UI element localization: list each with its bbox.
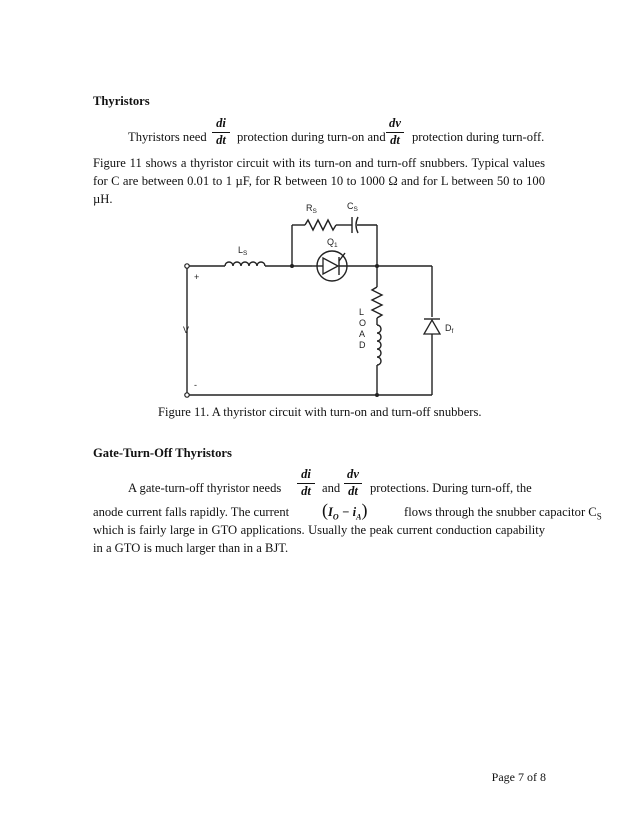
paragraph-text: protections. During turn-off, the	[370, 481, 532, 495]
paragraph-text: protection during turn-on and	[237, 130, 386, 144]
page-number: Page 7 of 8	[491, 770, 546, 784]
paragraph-line: which is fairly large in GTO applications. Usually the peak current conduction capability	[93, 523, 545, 537]
label-plus: +	[194, 272, 200, 282]
paragraph-line: Figure 11 shows a thyristor circuit with its turn-on and turn-off snubbers. Typical values	[93, 156, 545, 170]
figure-caption: Figure 11. A thyristor circuit with turn-on and turn-off snubbers.	[158, 405, 482, 419]
label-load-o: O	[359, 318, 367, 328]
fraction-dv-dt: dv dt	[384, 116, 406, 148]
paragraph-text: protection during turn-off.	[412, 130, 545, 144]
load-resistor	[372, 287, 382, 318]
paragraph-text: flows through the snubber capacitor $C_S$	[404, 505, 602, 522]
terminal-bottom	[185, 393, 189, 397]
paragraph-line: in a GTO is much larger than in a BJT.	[93, 541, 289, 555]
fraction-dv-dt: dv dt	[342, 467, 364, 499]
paragraph-text: anode current falls rapidly. The current	[93, 505, 290, 519]
load-inductor	[377, 325, 381, 365]
paragraph-line: µH.	[93, 192, 113, 206]
thyristor-triangle-icon	[323, 258, 338, 274]
section-heading-thyristors: Thyristors	[93, 94, 150, 108]
label-minus: -	[194, 380, 197, 390]
paragraph-line: for C are between 0.01 to 1 µF, for R between 10 to 1000 Ω and for L between 50 to 100	[93, 174, 545, 188]
paragraph-text: and	[322, 481, 341, 495]
label-ls: $L_S$	[238, 245, 248, 257]
label-load-l: L	[359, 307, 365, 317]
label-load-d: D	[359, 340, 366, 350]
diode-df-icon	[424, 320, 440, 334]
label-load-a: A	[359, 329, 366, 339]
inductor-ls	[225, 262, 265, 266]
paragraph-text: A gate-turn-off thyristor needs	[128, 481, 282, 495]
label-q1: $Q_1$	[327, 237, 338, 249]
fraction-di-dt: di dt	[210, 116, 232, 148]
paragraph-text: Thyristors need	[128, 130, 207, 144]
label-rs: $R_S$	[306, 203, 317, 215]
resistor-rs	[305, 220, 336, 230]
fraction-di-dt: di dt	[295, 467, 317, 499]
label-v: V	[183, 325, 190, 335]
current-expression: $(I_O - i_A)$	[322, 500, 368, 522]
section-heading-gto: Gate-Turn-Off Thyristors	[93, 446, 232, 460]
thyristor-snubber-circuit	[175, 195, 455, 405]
label-cs: $C_S$	[347, 201, 358, 213]
label-df: $D_f$	[445, 323, 454, 335]
terminal-top	[185, 264, 189, 268]
